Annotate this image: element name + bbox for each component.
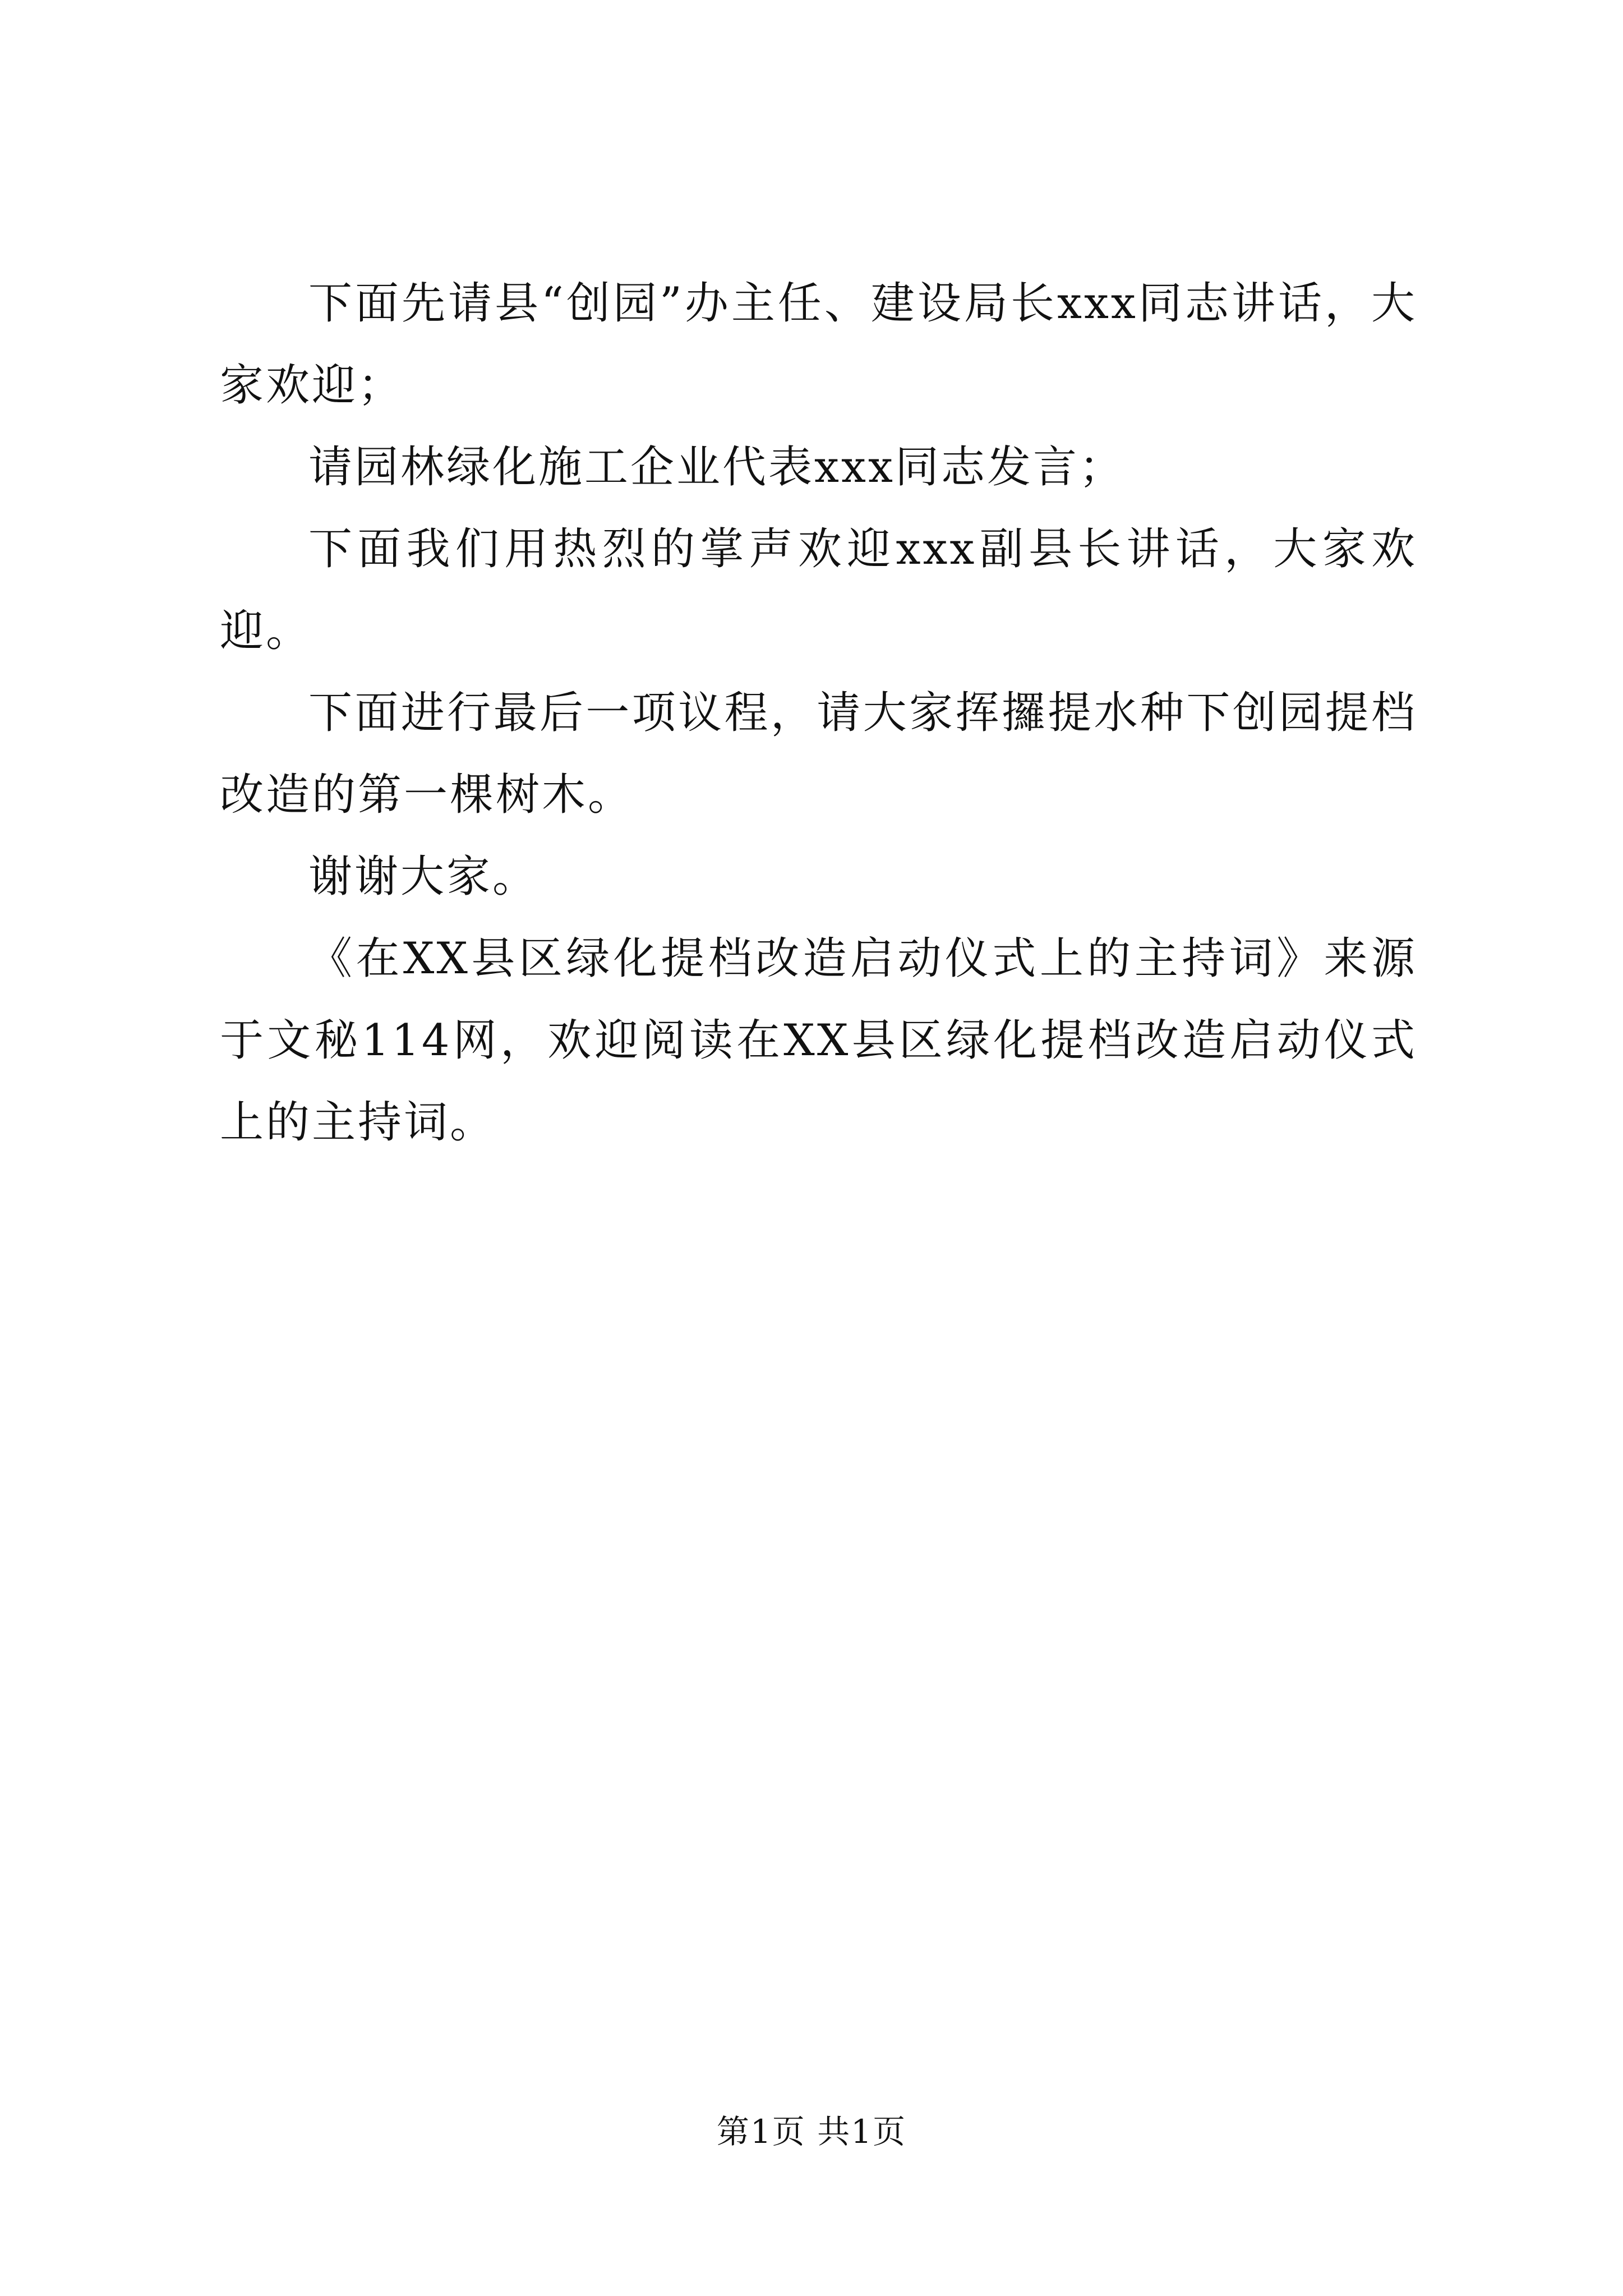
document-body — [220, 263, 1417, 1163]
paragraph-enterprise-rep: 请园林绿化施工企业代表xxx同志发言； — [308, 442, 1125, 493]
paragraph-source-note: 《在XX县区绿化提档改造启动仪式上的主持词》来源于文秘114网，欢迎阅读在XX县区绿化提档改造启动仪式上的主持词。 — [220, 933, 1417, 1148]
paragraph-final-agenda: 下面进行最后一项议程，请大家挥攞提水种下创园提档改造的第一棵树木。 — [220, 688, 1417, 820]
paragraph-thanks: 谢谢大家。 — [308, 852, 539, 902]
page-footer: 第1页 共1页 — [716, 2113, 907, 2151]
paragraph-vice-mayor: 下面我们用热烈的掌声欢迎xxx副县长讲话，大家欢迎。 — [220, 524, 1417, 656]
paragraph-speech-invite: 下面先请县“创园”办主任、建设局长xxx同志讲话，大家欢迎； — [220, 278, 1417, 411]
